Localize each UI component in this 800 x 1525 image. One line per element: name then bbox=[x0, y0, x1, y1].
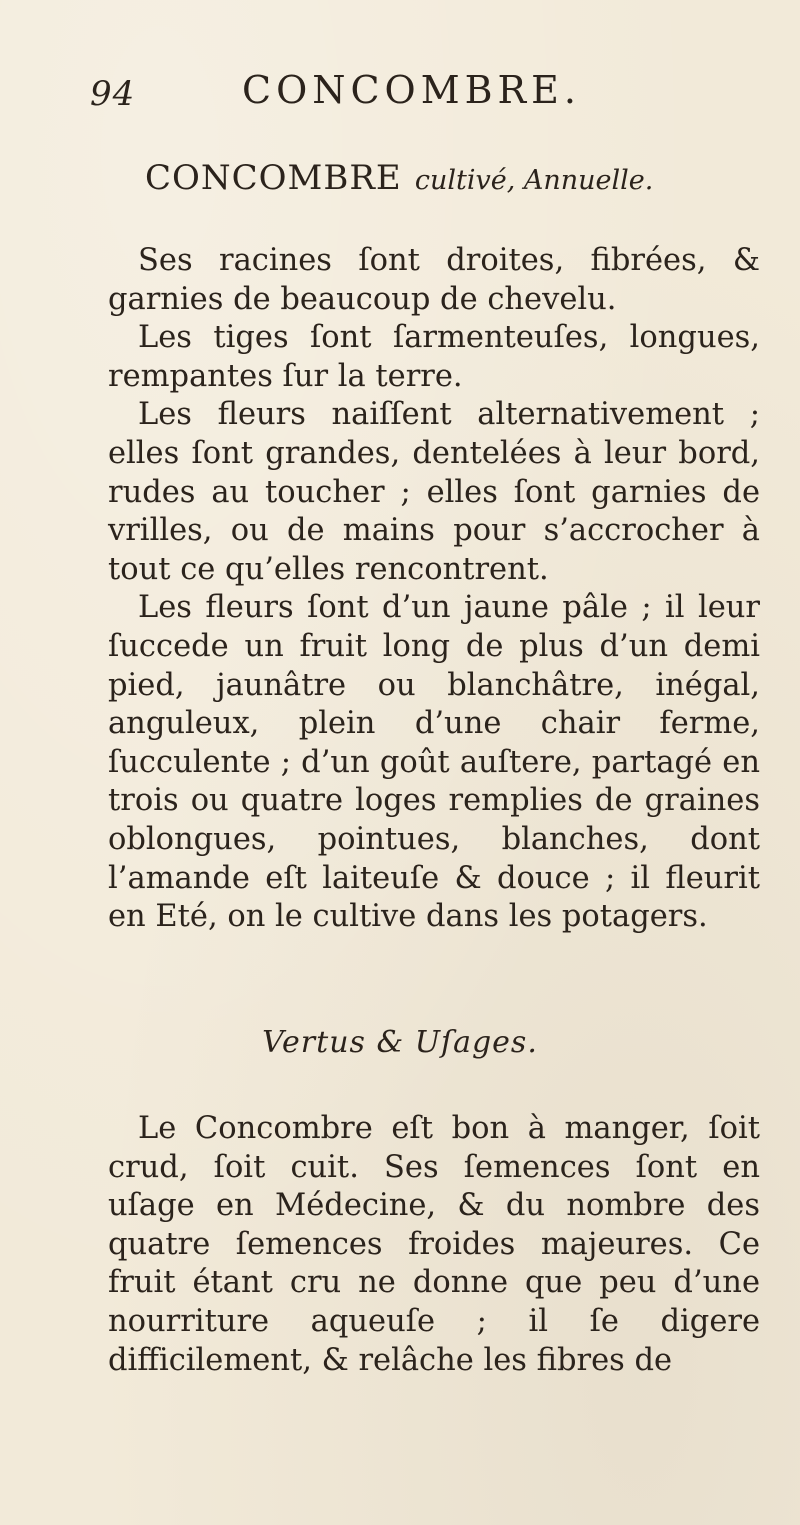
paragraph-uses: Le Concombre eſt bon à manger, ſoit crud, ſoit cuit. Ses ſemences ſont en uſage en Médecine, & du nombre des quatre ſemences froides majeures. Ce fruit étant cru ne donne que peu d’une nourriture aqueuſe ; il ſe digere difficilement, & relâche les fibres de bbox=[108, 1111, 760, 1378]
section-heading bbox=[145, 158, 785, 198]
running-title: CONCOMBRE. bbox=[242, 68, 581, 112]
paragraph-stems: Les tiges ſont ſarmenteuſes, longues, rempantes ſur la terre. bbox=[108, 320, 760, 394]
page-number: 94 bbox=[90, 74, 136, 114]
paragraph-flowers: Les fleurs naiſſent alternativement ; elles ſont grandes, dentelées à leur bord, rudes au toucher ; elles ſont garnies de vrilles, ou de mains pour s’accrocher à tout ce qu’elles rencontrent. bbox=[108, 397, 760, 587]
running-head bbox=[90, 68, 740, 118]
uses-text bbox=[108, 1110, 760, 1380]
paragraph-fruit: Les fleurs ſont d’un jaune pâle ; il leur ſuccede un fruit long de plus d’un demi pied, jaunâtre ou blanchâtre, inégal, anguleux, plein d’une chair ferme, ſucculente ; d’un goût auſtere, partagé en trois ou quatre loges remplies de graines oblongues, pointues, blanches, dont l’amande eſt laiteuſe & douce ; il fleurit en Eté, on le cultive dans les potagers. bbox=[108, 590, 760, 935]
paragraph-roots: Ses racines ſont droites, fibrées, & garnies de beaucoup de chevelu. bbox=[108, 243, 760, 317]
description-text bbox=[108, 242, 760, 937]
heading-subtitle: cultivé, Annuelle. bbox=[414, 165, 654, 196]
heading-title: CONCOMBRE bbox=[145, 158, 402, 198]
subheading-vertus: Vertus & Uſages. bbox=[262, 1025, 538, 1060]
